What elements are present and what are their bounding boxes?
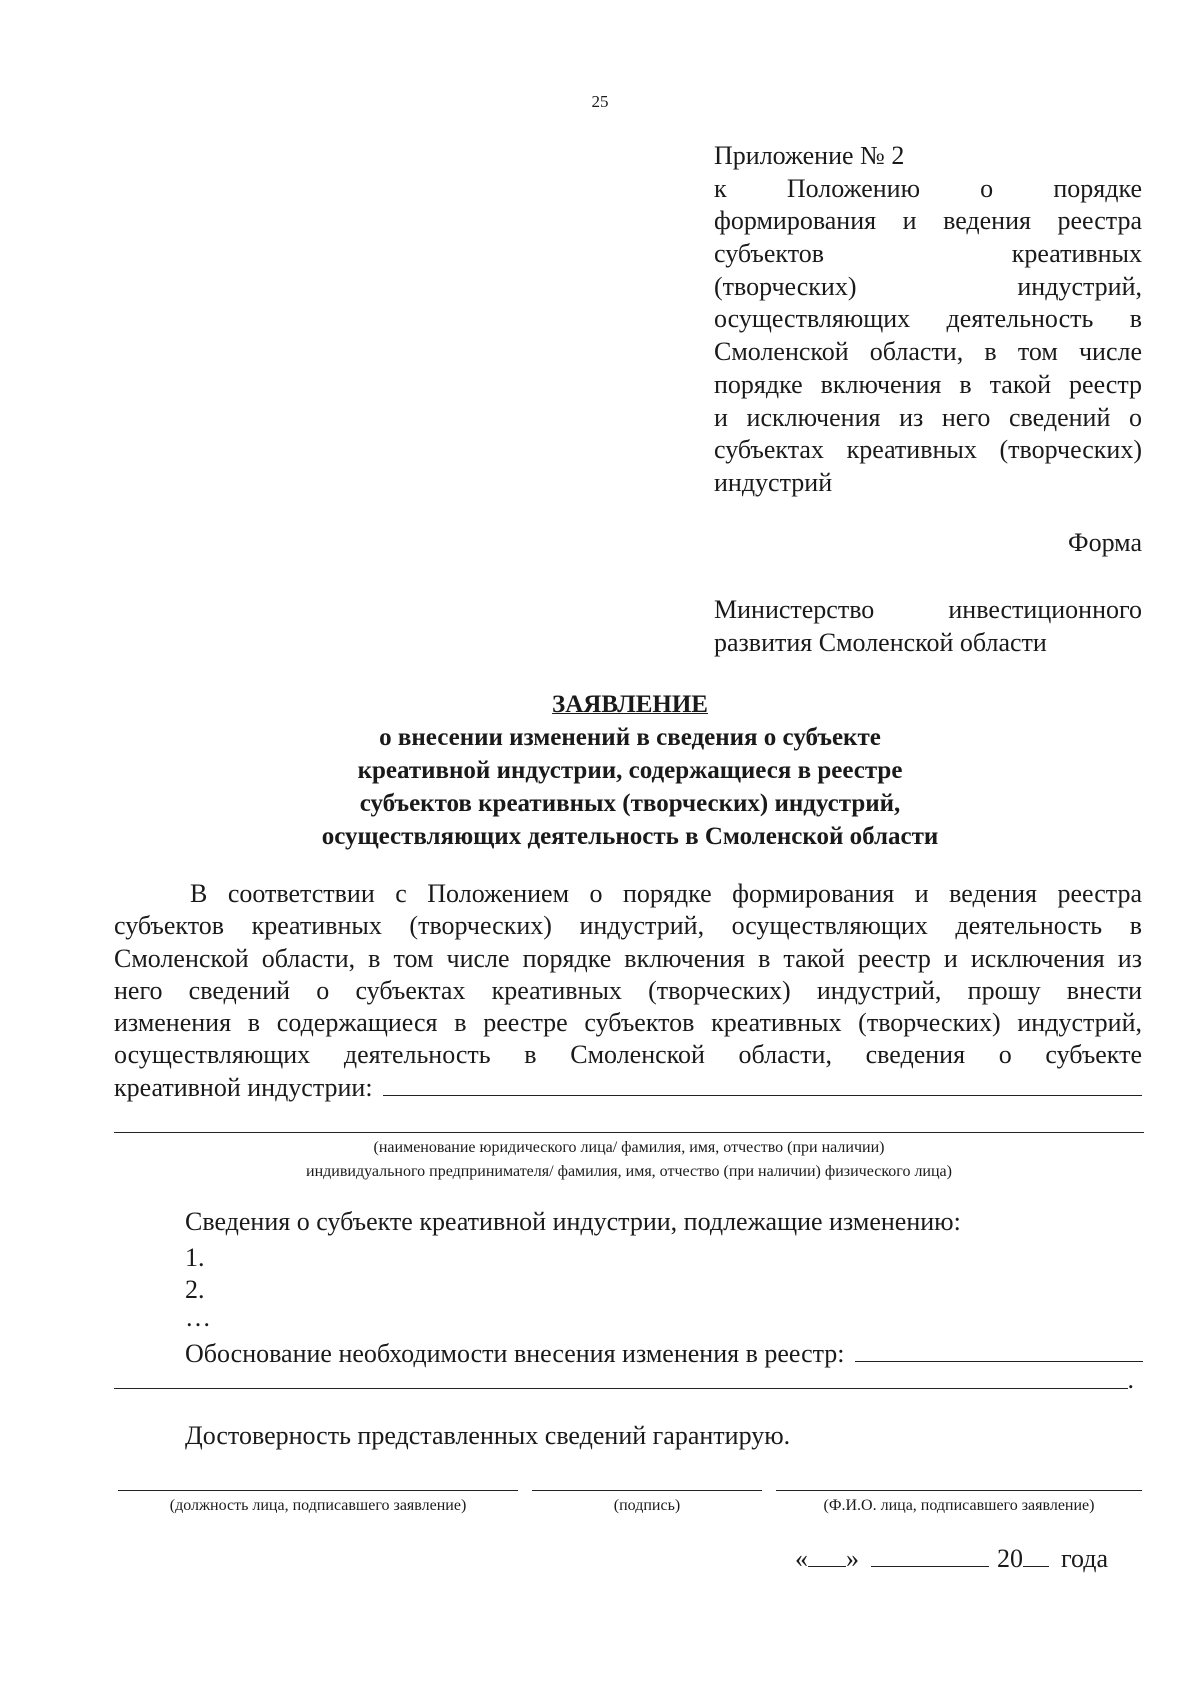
month-field[interactable] [871,1544,989,1567]
appendix-line: Приложение № 2 [714,141,905,170]
caption-line: (наименование юридического лица/ фамилия, имя, отчество (при наличии) [373,1139,885,1156]
appendix-line: (творческих) индустрий, [714,271,1142,301]
position-field[interactable] [118,1490,518,1491]
changes-heading: Сведения о субъекте креативной индустрии, подлежащие изменению: [185,1207,961,1236]
appendix-line: осуществляющих деятельность в [714,304,1142,334]
appendix-line: Смоленской области, в том числе [714,337,1142,367]
appendix-line: к Положению о порядке [714,173,1142,203]
year-suffix: года [1061,1544,1109,1573]
date-open-quote: « [795,1544,808,1573]
changes-item: 2. [185,1275,205,1304]
subject-name-field-continued[interactable] [114,1132,1144,1133]
position-caption: (должность лица, подписавшего заявление) [169,1497,467,1514]
addressee-block [714,593,1142,659]
justification-line-end: . [1127,1365,1134,1394]
year-prefix: 20 [997,1544,1023,1573]
changes-item: … [185,1303,211,1332]
date-close-quote: » [846,1544,859,1573]
body-line: Смоленской области, в том числе порядке включения в такой реестр и исключения из [114,943,1142,973]
date-row [795,1544,1135,1574]
justification-field-continued[interactable] [114,1388,1128,1389]
title-line: о внесении изменений в сведения о субъекте [379,724,881,751]
changes-item: 1. [185,1243,205,1272]
appendix-line: формирования и ведения реестра [714,206,1142,236]
subject-name-caption [114,1136,1144,1184]
justification-label: Обоснование необходимости внесения изменения в реестр: [185,1339,845,1368]
appendix-line: порядке включения в такой реестр [714,369,1142,399]
body-line: него сведений о субъектах креативных (творческих) индустрий, прошу внести [114,975,1142,1005]
addressee-line: Министерство инвестиционного [714,595,1142,624]
form-label: Форма [1068,528,1142,557]
caption-line: индивидуального предпринимателя/ фамилия, имя, отчество (при наличии) физического лица) [306,1163,952,1180]
justification-row-continued [114,1367,1134,1393]
signature-caption: (подпись) [613,1497,681,1514]
justification-field[interactable] [855,1339,1143,1362]
appendix-line: и исключения из него сведений о [714,402,1142,432]
body-line [114,1072,1142,1104]
body-paragraph [114,878,1142,1104]
appendix-line: индустрий [714,467,833,497]
document-title [0,688,1200,853]
full-name-caption: (Ф.И.О. лица, подписавшего заявление) [823,1497,1095,1514]
page-number: 25 [591,92,609,111]
title-line: осуществляющих деятельность в Смоленской области [321,823,939,850]
signature-field[interactable] [532,1490,762,1491]
body-line: изменения в содержащиеся в реестре субъектов креативных (творческих) индустрий, [114,1008,1142,1038]
subject-name-field[interactable] [383,1073,1142,1096]
body-line: В соответствии с Положением о порядке формирования и ведения реестра [190,879,1142,908]
appendix-block [714,140,1142,500]
full-name-field[interactable] [776,1490,1142,1491]
title-line: креативной индустрии, содержащиеся в реестре [357,757,903,784]
body-line: осуществляющих деятельность в Смоленской области, сведения о субъекте [114,1040,1142,1070]
title-heading: ЗАЯВЛЕНИЕ [552,691,708,718]
justification-row [185,1338,1143,1370]
appendix-line: субъектов креативных [714,239,1142,269]
title-line: субъектов креативных (творческих) индустрий, [359,790,901,817]
day-field[interactable] [808,1544,846,1567]
guarantee-statement: Достоверность представленных сведений гарантирую. [185,1421,791,1450]
year-field[interactable] [1023,1544,1049,1567]
appendix-line: субъектах креативных (творческих) [714,435,1142,465]
addressee-line: развития Смоленской области [714,628,1047,657]
subject-name-label: креативной индустрии: [114,1072,373,1102]
body-line: субъектов креативных (творческих) индустрий, осуществляющих деятельность в [114,911,1142,941]
